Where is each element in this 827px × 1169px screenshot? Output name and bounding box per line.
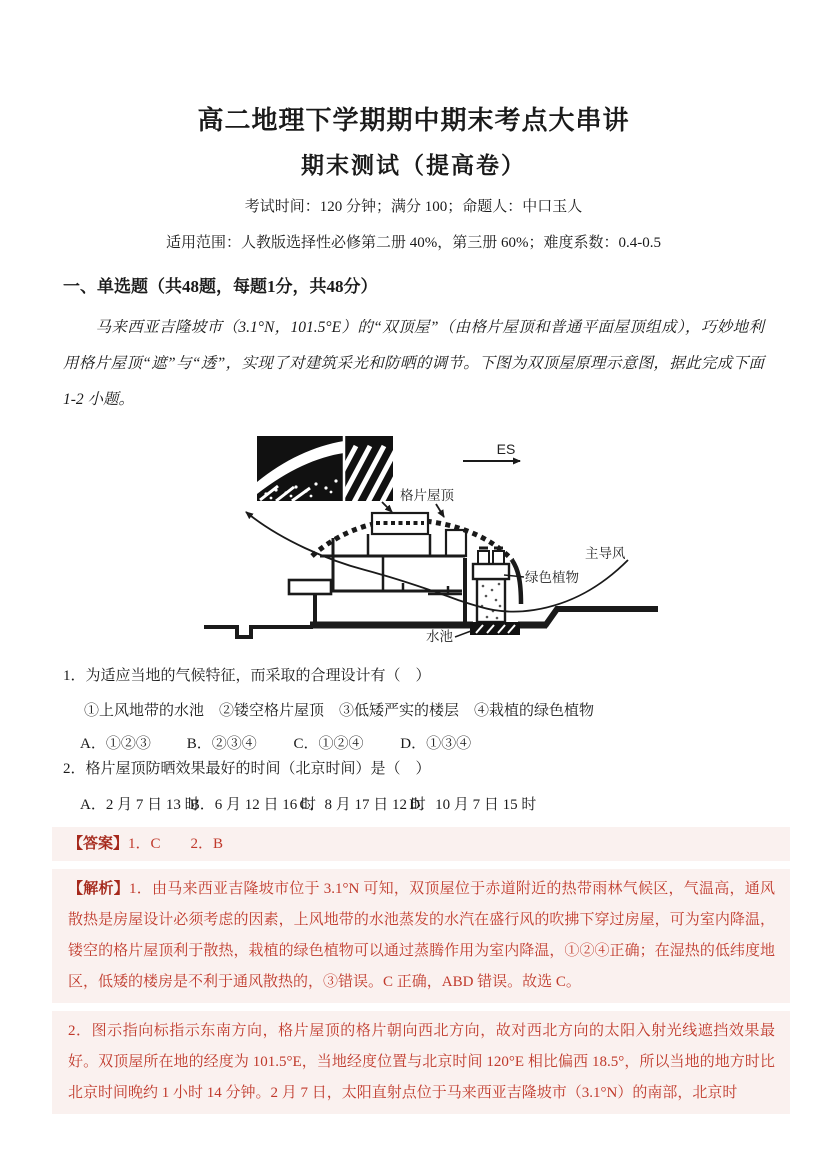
analysis-block-2 [52,1011,790,1114]
plants-label: 绿色植物 [525,570,579,585]
roof-sample-rect [372,513,428,534]
answer-block [52,827,790,861]
q1-choice-c: C．①②④ [293,736,364,752]
question-1 [0,664,827,753]
es-direction-arrow [463,441,520,461]
wind-label: 主导风 [585,546,626,561]
question-1-items: ①上风地带的水池 ②镂空格片屋顶 ③低矮严实的楼层 ④栽植的绿色植物 [84,703,595,719]
section-heading: 一、单选题（共48题，每题1分，共48分） [63,277,378,296]
inset-pointer-arrow [382,502,392,512]
exam-info-line1: 考试时间：120 分钟；满分 100；命题人：中口玉人 [244,199,583,215]
analysis-block-1 [52,869,790,1003]
q1-choice-a: A．①②③ [80,736,151,752]
roof-label-arrow [436,504,444,517]
pool-label: 水池 [426,629,453,644]
question-2-stem: 2．格片屋顶防晒效果最好的时间（北京时间）是（ ） [63,761,431,777]
roof-detail-inset [257,436,412,506]
q1-choice-b: B．②③④ [186,736,257,752]
doc-subtitle: 期末测试（提高卷） [301,153,526,178]
es-label: ES [496,441,516,457]
exam-info-line2: 适用范围：人教版选择性必修第二册 40%，第三册 60%；难度系数：0.4-0.5 [166,235,661,251]
q2-choice-d: D．10 月 7 日 15 时 [409,797,537,813]
doc-title: 高二地理下学期期中期末考点大串讲 [197,106,630,135]
principle-diagram [200,428,660,660]
question-1-choices [80,732,764,753]
question-2 [0,757,827,814]
q2-choice-a: A．2 月 7 日 13 时 [80,797,200,813]
analysis-text-1: 1．由马来西亚吉隆坡市位于 3.1°N 可知，双顶屋位于赤道附近的热带雨林气候区，气温高，通风散热是房屋设计必须考虑的因素，上风地带的水池蒸发的水汽在盛行风的吹拂下穿过房屋，可为室内降温，镂空的格片屋顶利于散热，栽植的绿色植物可以通过蒸腾作用为室内降温，①②④正确；在湿热的低纬度地区，低矮的楼房是不利于通风散热的，③错误。C 正确，ABD 错误。故选 C。 [68,881,775,990]
analysis-label: 【解析】 [68,881,130,897]
principle-diagram-svg [200,428,660,660]
wind-flow-arrow [246,512,628,612]
question-1-stem: 1．为适应当地的气候特征，而采取的合理设计有（ ） [63,668,431,684]
q1-choice-d: D．①③④ [400,736,472,752]
q2-choice-c: C．8 月 17 日 12 时 [299,797,426,813]
answer-text: 1．C 2．B [128,836,224,852]
passage-paragraph: 马来西亚吉隆坡市（3.1°N，101.5°E）的“双顶屋”（由格片屋顶和普通平面屋顶组成），巧妙地利用格片屋顶“遮”与“透”，实现了对建筑采光和防晒的调节。下图为双顶屋原理示意图，据此完成下面 1-2 小题。 [63,319,764,408]
analysis-text-2: 2．图示指向标指示东南方向，格片屋顶的格片朝向西北方向，故对西北方向的太阳入射光线遮挡效果最好。双顶屋所在地的经度为 101.5°E，当地经度位置与北京时间 120°E 相比偏西 18.5°，所以当地的地方时比北京时间晚约 1 小时 14 分钟。2 月 7 日，太阳直射点位于马来西亚吉隆坡市（3.1°N）的南部，北京时 [68,1023,775,1101]
answer-label: 【答案】 [68,836,129,852]
question-2-choices [80,793,764,814]
pool-label-leader [455,631,471,637]
q2-choice-b: B．6 月 12 日 16 时 [189,797,317,813]
roof-label: 格片屋顶 [400,488,454,503]
water-pool [470,622,520,635]
